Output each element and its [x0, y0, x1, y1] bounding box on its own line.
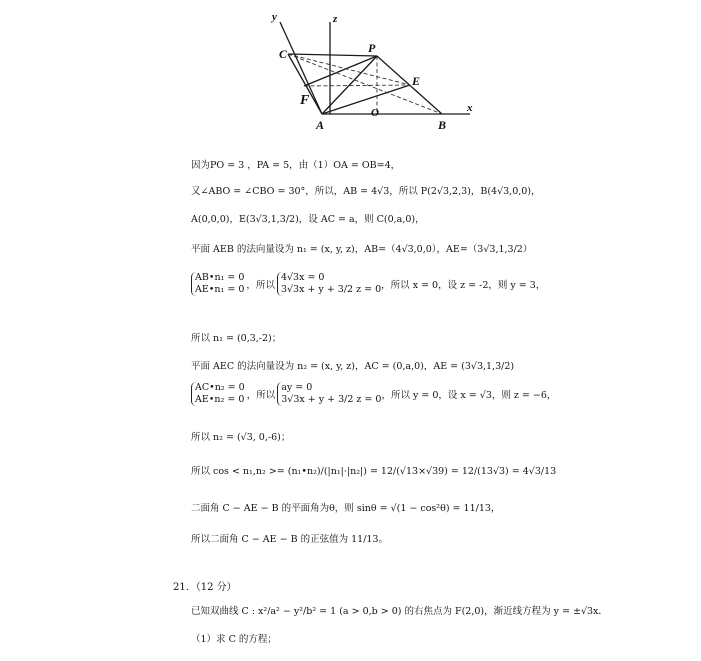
- line-11: 已知双曲线 C : x²/a² − y²/b² = 1 (a > 0,b > 0) 的右焦点为 F(2,0)，渐近线方程为 y = ±√3x．: [191, 606, 608, 617]
- line-10: 所以二面角 C − AE − B 的正弦值为 11/13。: [191, 534, 388, 545]
- line-7: 所以 n₂ = (√3, 0,-6)；: [191, 432, 291, 443]
- equation-system-2: [191, 382, 556, 406]
- system-1-left-brace: [191, 272, 244, 296]
- system-1-right-top: 4√3x = 0: [280, 272, 325, 283]
- label-O: O: [371, 107, 379, 119]
- label-F: F: [300, 93, 310, 108]
- question-21-heading: 21．（12 分）: [173, 582, 237, 593]
- system-2-left-bottom: AE•n₂ = 0: [195, 394, 245, 405]
- system-1-right-bottom: 3√3x + y + 3/2 z = 0: [280, 284, 382, 295]
- line-4: 平面 AEB 的法向量设为 n₁ = (x, y, z)，AB=（4√3,0,0），AE=（3√3,1,3/2）: [191, 244, 533, 255]
- label-C: C: [279, 47, 288, 61]
- system-2-tail: ，所以 y = 0，设 x = √3，则 z = −6，: [381, 390, 557, 401]
- label-P: P: [368, 41, 376, 55]
- line-12: （1）求 C 的方程；: [191, 634, 277, 645]
- line-6: 平面 AEC 的法向量设为 n₂ = (x, y, z)，AC = (0,a,0)，AE = (3√3,1,3/2): [191, 361, 515, 372]
- equation-system-1: [191, 272, 545, 296]
- label-E: E: [412, 74, 421, 88]
- system-2-left-brace: [191, 382, 245, 406]
- system-1-left-bottom: AE•n₁ = 0: [195, 284, 245, 295]
- system-2-left-top: AC•n₂ = 0: [195, 382, 245, 393]
- label-A: A: [316, 118, 325, 132]
- geometry-figure: [262, 8, 490, 140]
- system-1-mid: ，所以: [246, 280, 275, 291]
- label-B: B: [438, 118, 447, 132]
- system-1-left-top: AB•n₁ = 0: [195, 272, 245, 283]
- label-y: y: [272, 11, 277, 23]
- line-1: 因为PO = 3 ，PA = 5，由（1）OA = OB=4，: [191, 160, 401, 171]
- line-3: A(0,0,0)，E(3√3,1,3/2)，设 AC = a，则 C(0,a,0)，: [191, 214, 425, 225]
- label-z: z: [333, 13, 338, 25]
- line-5: 所以 n₁ = (0,3,-2)；: [191, 333, 282, 344]
- system-2-right-brace: [277, 382, 381, 406]
- label-x: x: [467, 102, 473, 114]
- line-2: 又∠ABO = ∠CBO = 30°，所以，AB = 4√3，所以 P(2√3,2,3)，B(4√3,0,0)，: [191, 186, 541, 197]
- system-2-right-bottom: 3√3x + y + 3/2 z = 0: [281, 394, 382, 405]
- system-2-right-top: ay = 0: [281, 382, 313, 393]
- line-9: 二面角 C − AE − B 的平面角为θ，则 sinθ = √(1 − cos²θ) = 11/13，: [191, 503, 501, 514]
- line-8: 所以 cos < n₁,n₂ >= (n₁•n₂)/(|n₁|·|n₂|) = 12/(√13×√39) = 12/(13√3) = 4√3/13: [191, 466, 557, 477]
- system-2-mid: ，所以: [246, 390, 276, 401]
- system-1-right-brace: [277, 272, 381, 296]
- system-1-tail: ，所以 x = 0，设 z = -2，则 y = 3，: [381, 280, 546, 291]
